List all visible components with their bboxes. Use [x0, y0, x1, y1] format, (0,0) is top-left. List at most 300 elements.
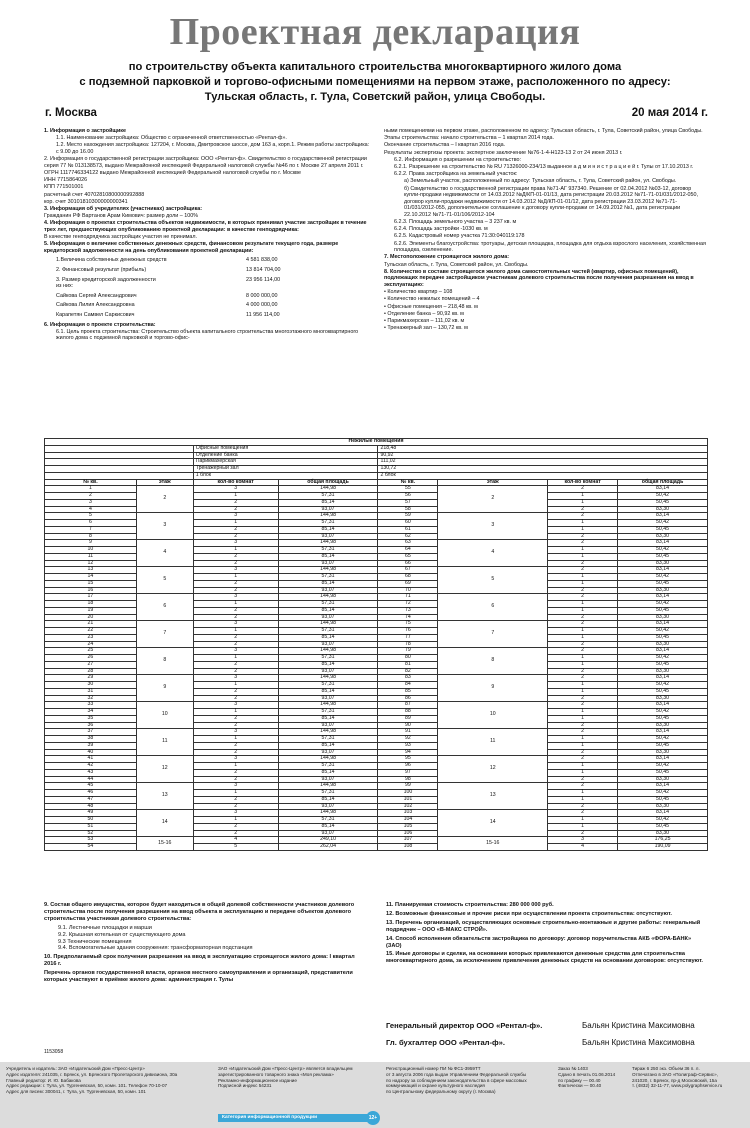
table-cell: 176,25 — [618, 837, 708, 844]
table-cell: 57,31 — [278, 709, 378, 716]
table-cell: 2 — [45, 493, 137, 500]
table-cell: 2 — [548, 695, 618, 702]
table-cell: 105 — [378, 823, 438, 830]
table-cell: 1 — [548, 769, 618, 776]
table-cell: 83,14 — [618, 594, 708, 601]
table-cell: 14 — [438, 810, 548, 837]
table-cell: 80 — [378, 655, 438, 662]
table-cell: 47 — [45, 796, 137, 803]
table-row — [45, 567, 708, 574]
table-cell: 83,30 — [618, 803, 708, 810]
table-cell: 1 — [548, 607, 618, 614]
table-cell: 77 — [378, 634, 438, 641]
paragraph: Перечень органов государственной власти, органов местного самоуправления и организаций, представители которых участвуют в приёмке жилого дома: администрация г. Тулы — [44, 970, 353, 984]
table-cell: 93,07 — [278, 668, 378, 675]
table-cell: 83,30 — [618, 722, 708, 729]
table-cell: 3 — [438, 513, 548, 540]
table-cell: 93,07 — [278, 560, 378, 567]
table-cell: 1 — [548, 790, 618, 797]
table-row — [45, 675, 708, 682]
table-cell: 10 — [45, 547, 137, 554]
table-cell: 83,14 — [618, 810, 708, 817]
table-cell: 50,45 — [618, 742, 708, 749]
table-cell: 93,07 — [278, 614, 378, 621]
paragraph: 6.2.2. Права застройщика на земельный участок: — [394, 171, 518, 178]
table-cell: 15 — [45, 580, 137, 587]
paragraph: 11. Планируемая стоимость строительства: 280 000 000 руб. — [386, 902, 554, 908]
nonres-area: 90,92 — [378, 452, 708, 459]
bottom-left-column — [44, 902, 364, 986]
paragraph: Этапы строительства: начало строительства – 1 квартал 2014 года. — [384, 135, 555, 142]
table-cell: 8 — [45, 533, 137, 540]
table-cell: 83,14 — [618, 621, 708, 628]
apartments-table-body — [45, 486, 708, 851]
table-cell: 2 — [548, 830, 618, 837]
paragraph: ОГРН 1117746334122 выдано Межрайонной инспекцией Федеральной налоговой службы по г. Москве — [44, 169, 301, 176]
table-cell: 85,14 — [278, 607, 378, 614]
table-cell: 1 — [193, 790, 278, 797]
table-cell: 1 — [193, 736, 278, 743]
table-cell: 10 — [438, 702, 548, 729]
table-cell: 18 — [45, 601, 137, 608]
nonres-name: Тренажерный зал — [193, 466, 378, 473]
nonres-name: Парикмахерская — [193, 459, 378, 466]
list-item: 9.2. Крышная котельная от существующего дома — [58, 931, 186, 938]
apartments-table — [44, 438, 708, 851]
table-cell: 3 — [193, 513, 278, 520]
table-cell: 104 — [378, 817, 438, 824]
table-row — [45, 621, 708, 628]
list-item: • Офисные помещения – 218,48 кв. м — [384, 303, 478, 310]
table-cell: 83,30 — [618, 587, 708, 594]
table-cell: 2 — [548, 776, 618, 783]
finance-row: 1.Величина собственных денежных средств 4 581 838,00 — [56, 257, 278, 264]
table-cell: 57,31 — [278, 520, 378, 527]
table-cell: 57,31 — [278, 763, 378, 770]
table-cell: 93,07 — [278, 695, 378, 702]
table-cell: 7 — [136, 621, 193, 648]
table-cell: 2 — [193, 641, 278, 648]
table-cell: 83,14 — [618, 702, 708, 709]
table-cell: 5 — [136, 567, 193, 594]
table-cell: 12 — [136, 756, 193, 783]
table-cell: 50,42 — [618, 736, 708, 743]
table-cell: 5 — [45, 513, 137, 520]
table-cell: 57 — [378, 499, 438, 506]
table-cell: 4 — [548, 844, 618, 851]
table-cell: 38 — [45, 736, 137, 743]
paragraph: ными помещениями на первом этаже, расположенном по адресу: Тульская область, г. Тула, Советский район, улица Свободы. — [384, 128, 703, 134]
section-heading: 1. Информация о застройщике — [44, 128, 126, 134]
table-cell: 144,98 — [278, 513, 378, 520]
table-cell: 2 — [193, 553, 278, 560]
table-cell: 1 — [548, 520, 618, 527]
table-cell: 3 — [136, 513, 193, 540]
table-row — [45, 594, 708, 601]
table-cell: 50,42 — [618, 709, 708, 716]
table-cell: 1 — [193, 817, 278, 824]
table-cell: 45 — [45, 783, 137, 790]
table-cell: 50,45 — [618, 715, 708, 722]
table-cell: 83,14 — [618, 675, 708, 682]
table-cell: 3 — [193, 594, 278, 601]
table-cell: 57,31 — [278, 574, 378, 581]
list-item: 9.1. Лестничные площадки и марши — [58, 924, 152, 931]
paragraph: 6.2.6. Элементы благоустройства: тротуары, детская площадка, площадка для отдыха взрослого населения, хозяйственная площадка, озеленение. — [394, 240, 706, 254]
table-cell: 68 — [378, 574, 438, 581]
paragraph: В качестве генподрядчика застройщик участия не принимал. — [44, 234, 198, 241]
table-cell: 2 — [193, 796, 278, 803]
table-cell: 76 — [378, 628, 438, 635]
paragraph: 2. Информация о государственной регистрации застройщика: ООО «Рентал-ф». Свидетельство о государственной регистрации серия 77 № 013138573, выдано Межрайонной инспекцией Федеральной налоговой службы №46 по г. Москве 27 апреля 2011 г. — [44, 156, 367, 169]
table-cell: 262,04 — [278, 844, 378, 851]
table-cell: 13 — [136, 783, 193, 810]
table-cell: 103 — [378, 810, 438, 817]
table-cell: 53 — [45, 837, 137, 844]
table-cell: 2 — [193, 803, 278, 810]
table-cell: 3 — [193, 567, 278, 574]
table-cell: 83,14 — [618, 567, 708, 574]
table-cell: 57,31 — [278, 736, 378, 743]
table-cell: 50,42 — [618, 493, 708, 500]
table-cell: 88 — [378, 709, 438, 716]
table-cell: 6 — [45, 520, 137, 527]
table-cell: 56 — [378, 493, 438, 500]
table-cell: 2 — [548, 614, 618, 621]
table-cell: 3 — [193, 675, 278, 682]
list-item: • Тренажерный зал – 130,72 кв. м — [384, 325, 468, 332]
table-cell: 2 — [193, 776, 278, 783]
table-cell: 10 — [136, 702, 193, 729]
table-cell: 83,30 — [618, 695, 708, 702]
table-cell: 2 — [548, 668, 618, 675]
table-cell: 85,14 — [278, 553, 378, 560]
table-cell: 1 — [193, 655, 278, 662]
paragraph: Результаты экспертизы проекта: экспертное заключение №76-1-4-Н123-13 2 от 24 июня 2013 г. — [384, 149, 623, 156]
table-cell: 101 — [378, 796, 438, 803]
table-cell: 26 — [45, 655, 137, 662]
table-cell: 50,45 — [618, 607, 708, 614]
table-cell: 5 — [193, 844, 278, 851]
table-cell: 3 — [45, 499, 137, 506]
table-cell: 144,98 — [278, 783, 378, 790]
table-cell: 50,42 — [618, 817, 708, 824]
table-cell: 2 — [193, 634, 278, 641]
table-cell: 40 — [45, 749, 137, 756]
table-cell: 57,31 — [278, 790, 378, 797]
document-subtitle — [40, 60, 710, 105]
table-cell: 75 — [378, 621, 438, 628]
paragraph: кор. счет 30101810300000000341 — [44, 198, 128, 205]
table-row — [45, 837, 708, 844]
table-cell: 3 — [193, 540, 278, 547]
paragraph: 9. Состав общего имущества, которое будет находиться в общей долевой собственности участников долевого строительства после получения разрешения на ввод объекта в эксплуатацию и передаче объектов долевого строительства участникам долевого строительства: — [44, 902, 355, 922]
table-cell: 3 — [193, 729, 278, 736]
table-cell: 69 — [378, 580, 438, 587]
table-cell: 1 — [548, 655, 618, 662]
paragraph: а) Земельный участок, расположенный по адресу: Тульская область, г. Тула, Советский район, ул. Свободы. — [404, 178, 677, 185]
table-cell: 63 — [378, 540, 438, 547]
paragraph: 14. Способ исполнения обязательств застройщика по договору: договор поручительства АКБ «ФОРА-БАНК» (ЗАО) — [386, 935, 692, 949]
reference-number: 1153058 — [44, 1049, 64, 1055]
table-cell: 83,14 — [618, 540, 708, 547]
table-cell: 83,30 — [618, 533, 708, 540]
table-cell: 7 — [45, 526, 137, 533]
table-cell: 99 — [378, 783, 438, 790]
table-cell: 144,98 — [278, 648, 378, 655]
footer-publisher-info: Учредитель и издатель: ЗАО «Издательский Дом «Пресс-Центр» Адрес издателя: 241035, г. Брянск, ул. Брянского Пролетарского дивизиона, 30а Главный редактор: И. Ю. Бабакова Адрес редакции: г. Тула, ул. Тургеневская, 50, комн. 101. Телефон 70-10-07 Адрес для писем: 300041, г. Тула, ул. Тургеневская, 50, комн. 101 — [6, 1066, 178, 1095]
table-cell: 50,42 — [618, 790, 708, 797]
nonres-area: 130,72 — [378, 466, 708, 473]
table-cell: 46 — [45, 790, 137, 797]
table-cell: 100 — [378, 790, 438, 797]
table-cell: 50,42 — [618, 574, 708, 581]
table-cell: 1 — [193, 709, 278, 716]
table-cell: 72 — [378, 601, 438, 608]
table-cell: 51 — [45, 823, 137, 830]
table-cell: 83,30 — [618, 668, 708, 675]
table-row — [45, 486, 708, 493]
footer-edition-info: ЗАО «Издательский Дом «Пресс-Центр» является владельцем зарегистрированного товарного знака «Моя реклама» Рекламно-информационное издание Подписной индекс 54231 — [218, 1066, 353, 1089]
table-cell: 4 — [193, 837, 278, 844]
director-label: Генеральный директор ООО «Рентал-ф». — [386, 1021, 543, 1030]
table-cell: 16 — [45, 587, 137, 594]
table-cell: 31 — [45, 688, 137, 695]
table-cell: 73 — [378, 607, 438, 614]
table-cell: 55 — [378, 486, 438, 493]
table-cell: 50,42 — [618, 601, 708, 608]
table-cell: 48 — [45, 803, 137, 810]
table-cell: 85,14 — [278, 715, 378, 722]
table-cell: 22 — [45, 628, 137, 635]
finance-row: Сайкова Лилия Александровна 4 000 000,00 — [56, 302, 278, 309]
paragraph: 6.2. Информация о разрешении на строительство: — [394, 156, 521, 163]
place: г. Москва — [45, 107, 97, 119]
table-cell: 50,45 — [618, 688, 708, 695]
table-cell: 3 — [193, 621, 278, 628]
table-cell: 144,98 — [278, 621, 378, 628]
table-cell: 2 — [548, 810, 618, 817]
table-cell: 15-16 — [136, 837, 193, 851]
table-cell: 54 — [45, 844, 137, 851]
table-cell: 2 — [548, 506, 618, 513]
table-cell: 108 — [378, 844, 438, 851]
table-cell: 94 — [378, 749, 438, 756]
table-cell: 19 — [45, 607, 137, 614]
table-cell: 102 — [378, 803, 438, 810]
paragraph: 6.2.5. Кадастровый номер участка 71:30:040119:178 — [394, 233, 525, 240]
finance-list — [44, 257, 370, 318]
table-cell: 85,14 — [278, 499, 378, 506]
table-cell: 93,07 — [278, 830, 378, 837]
table-cell: 32 — [45, 695, 137, 702]
table-cell: 1 — [548, 661, 618, 668]
table-cell: 5 — [438, 567, 548, 594]
table-cell: 50,42 — [618, 655, 708, 662]
table-cell: 23 — [45, 634, 137, 641]
table-cell: 79 — [378, 648, 438, 655]
column-header: кол-во комнат — [193, 479, 278, 486]
table-cell: 144,98 — [278, 486, 378, 493]
table-cell: 249,10 — [278, 837, 378, 844]
table-cell: 2 — [548, 729, 618, 736]
table-cell: 85,14 — [278, 580, 378, 587]
footer-order-info: Заказ № 1403 Сдано в печать 01.06.2014 по графику — 00.40 Фактически — 00.40 — [558, 1066, 616, 1089]
table-cell: 93 — [378, 742, 438, 749]
table-cell: 106 — [378, 830, 438, 837]
table-cell: 144,98 — [278, 756, 378, 763]
table-row — [45, 783, 708, 790]
table-cell: 62 — [378, 533, 438, 540]
table-cell: 2 — [193, 769, 278, 776]
table-cell: 83,30 — [618, 506, 708, 513]
table-cell: 50,45 — [618, 661, 708, 668]
paragraph: 1.1. Наименование застройщика: Общество с ограниченной ответственностью «Рентал-ф». — [56, 135, 287, 142]
table-cell: 2 — [136, 486, 193, 513]
table-cell: 6 — [438, 594, 548, 621]
nonres-area: 218,48 — [378, 445, 708, 452]
table-cell: 2 — [548, 567, 618, 574]
table-cell: 2 — [193, 607, 278, 614]
table-cell: 1 — [548, 553, 618, 560]
table-cell: 2 — [193, 742, 278, 749]
table-cell: 2 — [193, 533, 278, 540]
table-cell: 2 — [193, 722, 278, 729]
table-cell: 2 — [193, 499, 278, 506]
nonres-name: Офисные помещения — [193, 445, 378, 452]
paragraph: расчетный счет 40702810800000992888 — [44, 191, 145, 198]
director-name: Бальян Кристина Максимовна — [582, 1021, 695, 1030]
table-cell: 2 — [548, 594, 618, 601]
table-cell: 85,14 — [278, 769, 378, 776]
table-row — [45, 648, 708, 655]
table-cell: 1 — [548, 601, 618, 608]
table-cell: 66 — [378, 560, 438, 567]
column-header: № кв. — [378, 479, 438, 486]
table-cell: 1 — [548, 763, 618, 770]
subtitle-line: Тульская область, г. Тула, Советский район, улица Свободы. — [204, 91, 546, 103]
table-cell: 1 — [193, 520, 278, 527]
table-cell: 2 — [548, 722, 618, 729]
page-title: Проектная декларация — [169, 11, 581, 53]
section-heading: 7. Местоположение строящегося жилого дома: — [384, 254, 510, 261]
paragraph: 6.1. Цель проекта строительства: Строительство объекта капитального строительства многоэтажного многоквартирного жилого дома с подземной парковкой и торгово-офис- — [56, 328, 359, 342]
table-cell: 144,98 — [278, 729, 378, 736]
table-cell: 70 — [378, 587, 438, 594]
section-heading: 4. Информация о проектах строительства объектов недвижимости, в которых принимал участие застройщик в течение трех лет, предшествующих опубликованию проектной декларации: в качестве генподрядчика: — [44, 220, 367, 233]
table-cell: 83,30 — [618, 641, 708, 648]
paragraph: 6.2.1. Разрешение на строительство № RU 71326000-234/13 выданное а д м и н и с т р а ц и е й г. Тулы от 17.10.2013 г. — [394, 163, 694, 170]
table-cell: 9 — [438, 675, 548, 702]
table-cell: 6 — [136, 594, 193, 621]
table-cell: 28 — [45, 668, 137, 675]
finance-row: 2. Финансовый результат (прибыль) 13 814 704,00 — [56, 267, 281, 273]
column-header: кол-во комнат — [548, 479, 618, 486]
nonres-area: 111,02 — [378, 459, 708, 466]
table-cell: 84 — [378, 682, 438, 689]
table-cell: 50,45 — [618, 634, 708, 641]
list-item: 9.3 Технические помещения — [58, 938, 132, 945]
table-cell: 2 — [548, 756, 618, 763]
table-cell: 50,45 — [618, 769, 708, 776]
table-cell: 92 — [378, 736, 438, 743]
table-cell: 36 — [45, 722, 137, 729]
paragraph: 6.2.4. Площадь застройки -1030 кв. м — [394, 226, 488, 233]
table-cell: 1 — [548, 634, 618, 641]
table-cell: 93,07 — [278, 803, 378, 810]
table-cell: 11 — [136, 729, 193, 756]
column-header: этаж — [438, 479, 548, 486]
table-cell: 8 — [136, 648, 193, 675]
table-cell: 1 — [193, 493, 278, 500]
table-cell: 2 — [548, 560, 618, 567]
table-cell: 52 — [45, 830, 137, 837]
accountant-label: Гл. бухгалтер ООО «Рентал-ф». — [386, 1038, 506, 1047]
table-cell: 1 — [548, 547, 618, 554]
table-cell: 87 — [378, 702, 438, 709]
table-cell: 1 — [45, 486, 137, 493]
footer — [0, 1062, 750, 1128]
section-heading: 5. Информация о величине собственных денежных средств, финансовом результате текущего года, размере кредиторской задолженности на день опубликования проектной декларации: — [44, 241, 339, 254]
table-cell: 49 — [45, 810, 137, 817]
table-cell: 39 — [45, 742, 137, 749]
table-cell: 2 — [548, 513, 618, 520]
table-cell: 1 — [548, 493, 618, 500]
table-cell: 50,45 — [618, 526, 708, 533]
table-cell: 83,30 — [618, 560, 708, 567]
table-cell: 83,30 — [618, 830, 708, 837]
table-cell: 3 — [193, 810, 278, 817]
finance-row: 3. Размер кредиторской задолженности 23 956 114,00 — [56, 276, 281, 283]
table-cell: 50,42 — [618, 628, 708, 635]
category-label: Категория информационной продукции — [218, 1114, 368, 1122]
nonres-name: Отделение банка — [193, 452, 378, 459]
table-cell: 144,98 — [278, 594, 378, 601]
table-cell: 50,42 — [618, 763, 708, 770]
table-cell: 64 — [378, 547, 438, 554]
table-cell: 3 — [193, 648, 278, 655]
table-row — [45, 702, 708, 709]
table-cell: 144,98 — [278, 675, 378, 682]
table-cell: 17 — [45, 594, 137, 601]
table-cell: 58 — [378, 506, 438, 513]
paragraph: ИНН 7715864026 — [44, 177, 88, 184]
table-cell: 50 — [45, 817, 137, 824]
table-cell: 9 — [136, 675, 193, 702]
table-cell: 2 — [193, 614, 278, 621]
table-cell: 2 — [548, 486, 618, 493]
table-cell: 2 — [548, 641, 618, 648]
table-cell: 50,42 — [618, 682, 708, 689]
table-cell: 98 — [378, 776, 438, 783]
paragraph: 1.2. Место нахождения застройщика: 127204, г. Москва, Дмитровское шоссе, дом 163 а, корп.1. Режим работы застройщика: с 9.00 до 16.00 — [56, 142, 370, 155]
table-cell: 83,14 — [618, 729, 708, 736]
paragraph: б) Свидетельство о государственной регистрации права №71-АГ 937340. Решение от 02.04.2012 №03-12, договор купли-продажи недвижимости от 14.03.2012 №Д/КП-01-01/13, дата регистрации 20.03.2012 №71-71-01/031/2012-050, договор купли-продажи недвижимости от 14.03.2012 №Д/КП-01-01/12, дата регистрации 23.03.2012 №71-71-01/031/2012-055, дополнительное соглашение к договору купли-продажи от 14.09.2012 №1, дата регистрации 22.10.2012 №71-71-01/106/2012-104 — [404, 185, 699, 218]
table-cell: 2 — [193, 688, 278, 695]
age-rating-badge: 12+ — [366, 1111, 380, 1125]
table-cell: 37 — [45, 729, 137, 736]
table-cell: 2 — [548, 648, 618, 655]
table-cell: 2 — [548, 540, 618, 547]
section-heading: 6. Информация о проекте строительства: — [44, 321, 156, 328]
table-cell: 4 — [438, 540, 548, 567]
table-cell: 42 — [45, 763, 137, 770]
table-cell: 1 — [193, 763, 278, 770]
block-label: 2 блок — [378, 472, 708, 479]
table-cell: 2 — [548, 621, 618, 628]
table-cell: 83,30 — [618, 776, 708, 783]
table-cell: 82 — [378, 668, 438, 675]
